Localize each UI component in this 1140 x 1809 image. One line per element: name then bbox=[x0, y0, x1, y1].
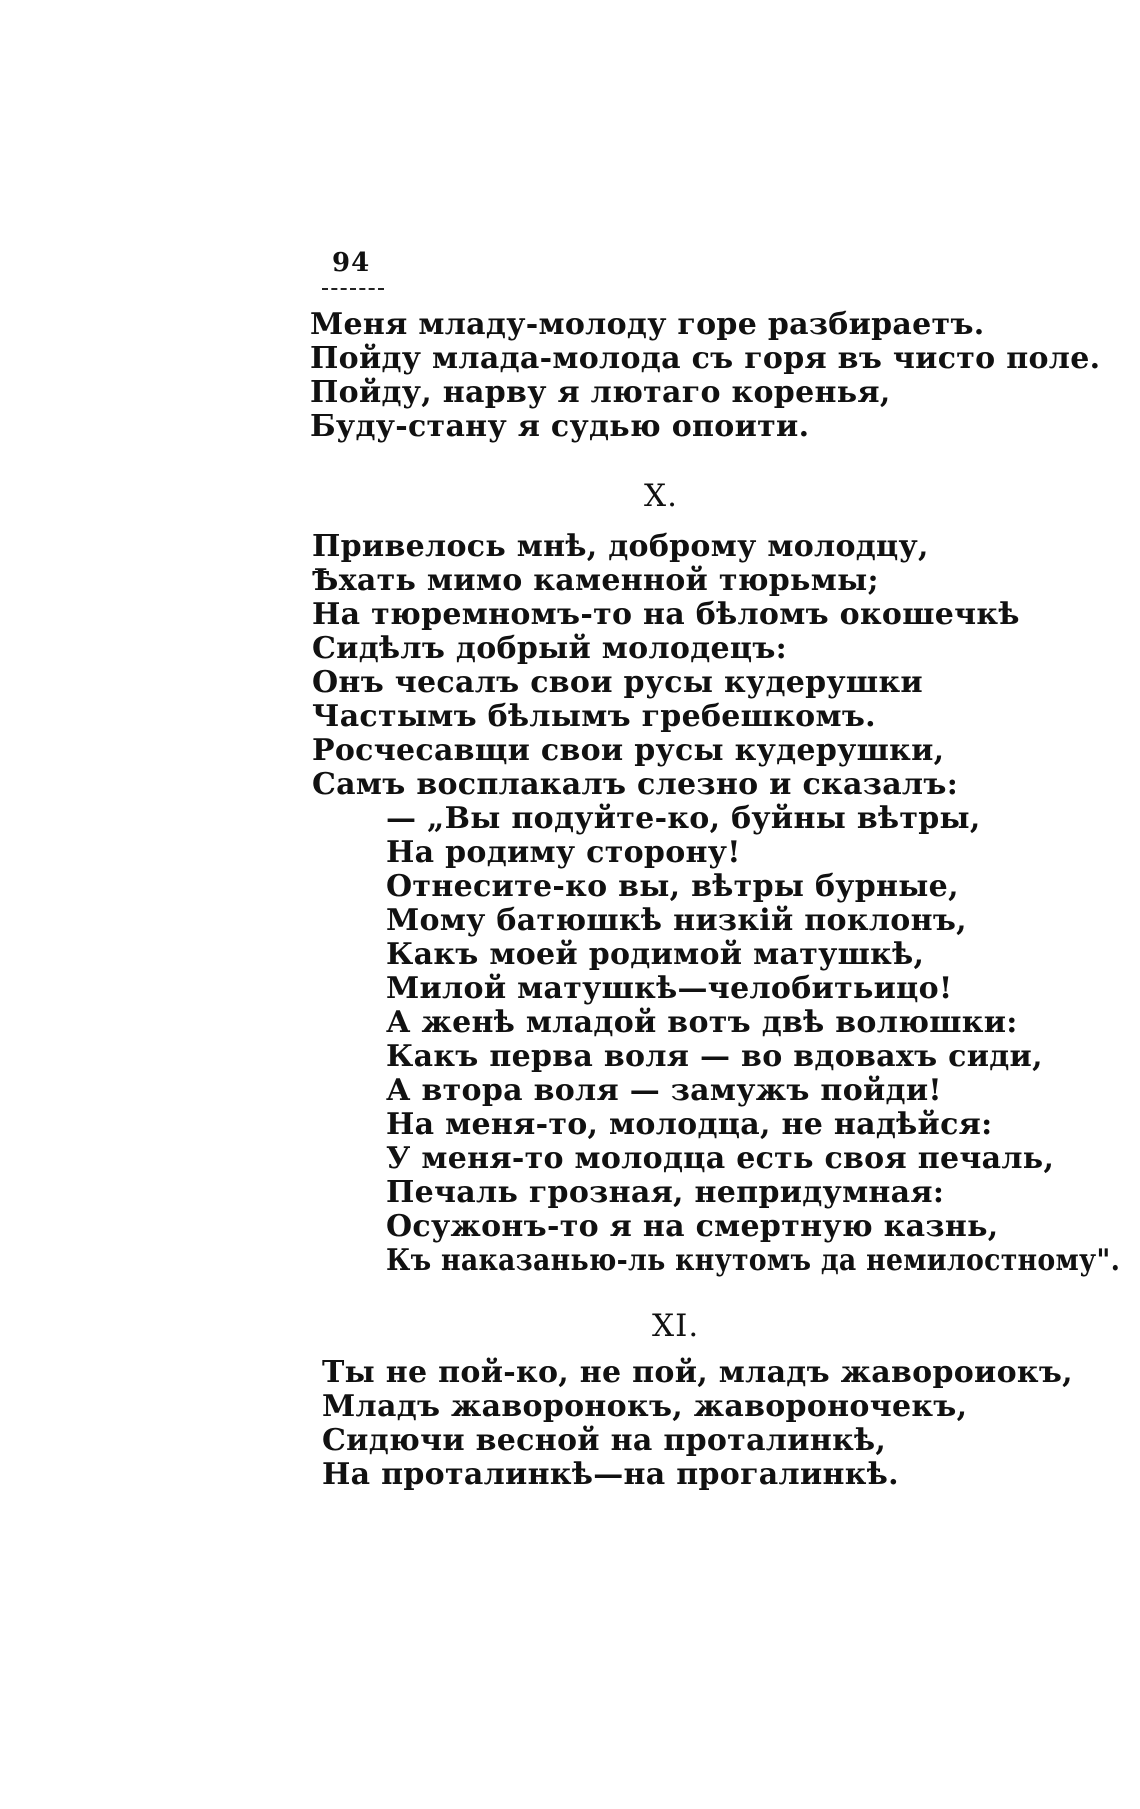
speech-line: Какъ моей родимой матушкѣ, bbox=[386, 937, 925, 972]
speech-line: Мому батюшкѣ низкій поклонъ, bbox=[386, 903, 967, 938]
page-number-rule bbox=[322, 288, 384, 290]
speech-line: А женѣ младой вотъ двѣ волюшки: bbox=[386, 1005, 1018, 1040]
text-line: Самъ восплакалъ слезно и сказалъ: bbox=[312, 767, 959, 802]
text-line: Привелось мнѣ, доброму молодцу, bbox=[312, 529, 929, 564]
text-line: Буду-стану я судью опоити. bbox=[310, 409, 810, 444]
text-line: Пойду, нарву я лютаго коренья, bbox=[310, 375, 891, 410]
speech-line: На родиму сторону! bbox=[386, 835, 741, 870]
text-line: Сидючи весной на проталинкѣ, bbox=[322, 1423, 887, 1458]
speech-line: Милой матушкѣ—челобитьицо! bbox=[386, 971, 953, 1006]
text-line: На тюремномъ-то на бѣломъ окошечкѣ bbox=[312, 597, 1020, 632]
text-line: На проталинкѣ—на прогалинкѣ. bbox=[322, 1457, 899, 1492]
speech-line: Какъ перва воля — во вдовахъ сиди, bbox=[386, 1039, 1043, 1074]
section-heading: XI. bbox=[652, 1308, 700, 1344]
section-heading: X. bbox=[644, 478, 678, 514]
text-line: Сидѣлъ добрый молодецъ: bbox=[312, 631, 788, 666]
speech-line: — „Вы подуйте-ко, буйны вѣтры, bbox=[386, 801, 981, 836]
speech-line: У меня-то молодца есть своя печаль, bbox=[386, 1141, 1055, 1176]
page-number: 94 bbox=[332, 248, 371, 278]
text-line: Онъ чесалъ свои русы кудерушки bbox=[312, 665, 923, 700]
text-line: Ѣхать мимо каменной тюрьмы; bbox=[312, 563, 879, 598]
speech-line: Осужонъ-то я на смертную казнь, bbox=[386, 1209, 999, 1244]
text-line: Частымъ бѣлымъ гребешкомъ. bbox=[312, 699, 876, 734]
speech-line: На меня-то, молодца, не надѣйся: bbox=[386, 1107, 993, 1142]
text-line: Младъ жаворонокъ, жавороночекъ, bbox=[322, 1389, 968, 1424]
speech-line: Печаль грозная, непридумная: bbox=[386, 1175, 945, 1210]
text-line: Росчесавщи свои русы кудерушки, bbox=[312, 733, 945, 768]
text-line: Ты не пой-ко, не пой, младъ жавороиокъ, bbox=[322, 1355, 1073, 1390]
speech-line: Къ наказанью-ль кнутомъ да немилостному". bbox=[386, 1243, 1121, 1278]
speech-line: А втора воля — замужъ пойди! bbox=[386, 1073, 942, 1108]
speech-line: Отнесите-ко вы, вѣтры бурные, bbox=[386, 869, 959, 904]
text-line: Пойду млада-молода съ горя въ чисто поле. bbox=[310, 341, 1101, 376]
text-line: Меня младу-молоду горе разбираетъ. bbox=[310, 307, 985, 342]
